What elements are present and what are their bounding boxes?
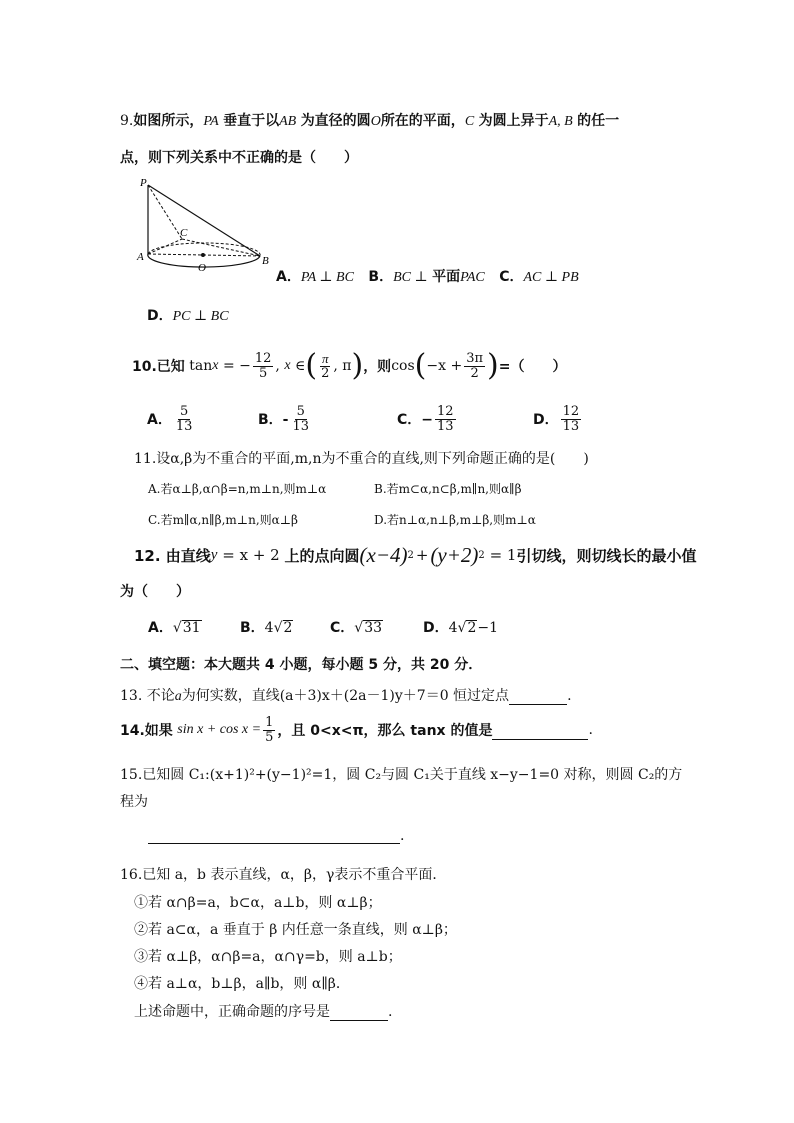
q12-line1: 12. 由直线 y = x + 2 上的点向圆 (x−4) 2 + (y+2) 2 = 1 引切线，则切线长的最小值 [134, 542, 697, 567]
q16-item-1: ①若 α∩β=a，b⊂α，a⊥b，则 α⊥β； [134, 895, 382, 911]
fig-label-b: B [262, 255, 269, 267]
fig-label-p: P [140, 177, 147, 189]
q11-option-d: D.若n⊥α,n⊥β,m⊥β,则m⊥α [374, 513, 536, 527]
fig-label-a: A [137, 251, 144, 263]
q13: 13. 不论a为何实数，直线(a＋3)x＋(2a－1)y＋7＝0 恒过定点 . [120, 688, 572, 704]
q14-answer-blank[interactable] [492, 721, 588, 740]
q16-item-4: ④若 a⊥α，b⊥β，a∥b，则 α∥β． [134, 976, 350, 992]
q11-option-c: C.若m∥α,n∥β,m⊥n,则α⊥β [148, 513, 298, 527]
q11-option-a: A.若α⊥β,α∩β=n,m⊥n,则m⊥α [148, 482, 327, 496]
q9-option-d: D．PC ⊥ BC [147, 308, 229, 324]
q15-line2: 程为 [120, 794, 148, 810]
q15-line1: 15.已知圆 C₁:(x+1)²+(y−1)²=1，圆 C₂与圆 C₁关于直线 x−y−1=0 对称，则圆 C₂的方 [120, 767, 683, 783]
fig-label-c: C [180, 227, 188, 239]
q15-answer-blank[interactable] [148, 827, 400, 844]
q9-options-abc: A．PA ⊥ BC B．BC ⊥ 平面PAC C．AC ⊥ PB [276, 269, 579, 285]
q13-answer-blank[interactable] [509, 688, 567, 705]
q9-figure [134, 176, 276, 276]
q16-answer-blank[interactable] [330, 1004, 388, 1021]
q11-option-b: B.若m⊂α,n⊂β,m∥n,则α∥β [374, 482, 522, 496]
section-heading: 二、填空题：本大题共 4 小题，每小题 5 分，共 20 分． [120, 657, 483, 673]
q15-blank-line: . [148, 827, 404, 844]
q16-tail: 上述命题中，正确命题的序号是 . [134, 1004, 393, 1020]
q12-options: A．√31 B．4√2 C．√33 D．4√2−1 [148, 620, 499, 636]
q9-line2: 点，则下列关系中不正确的是（ ） [120, 150, 358, 166]
fig-label-o: O [198, 262, 206, 274]
q12-line2: 为（ ） [120, 584, 190, 600]
q10-stem: 10.已知 tan x = − $\frac{12}{5}$ , x ∈ ( $\frac{\pi}{2}$ , π ) ，则 cos ( −x + $\frac{3\pi}{2}$ ) =（ ） [132, 348, 567, 383]
q16-item-2: ②若 a⊂α，a 垂直于 β 内任意一条直线，则 α⊥β； [134, 922, 457, 938]
q16-item-3: ③若 α⊥β，α∩β=a，α∩γ=b，则 a⊥b； [134, 949, 402, 965]
q9-line1: 9.如图所示，PA 垂直于以AB 为直径的圆O所在的平面，C 为圆上异于A, B 的任一 [120, 113, 620, 129]
q11-stem: 11.设α,β为不重合的平面,m,n为不重合的直线,则下列命题正确的是( ) [134, 451, 589, 467]
q16-stem: 16.已知 a，b 表示直线，α，β，γ表示不重合平面． [120, 867, 447, 883]
q14: 14.如果 sin x + cos x = $\frac{1}{5}$ ，且 0<x<π，那么 tanx 的值是 . [120, 714, 593, 745]
q10-options: A． $\frac{5}{13}$ B．- $\frac{5}{13}$ C．− $\frac{12}{13}$ D． $\frac{12}{13}$ [147, 403, 580, 434]
